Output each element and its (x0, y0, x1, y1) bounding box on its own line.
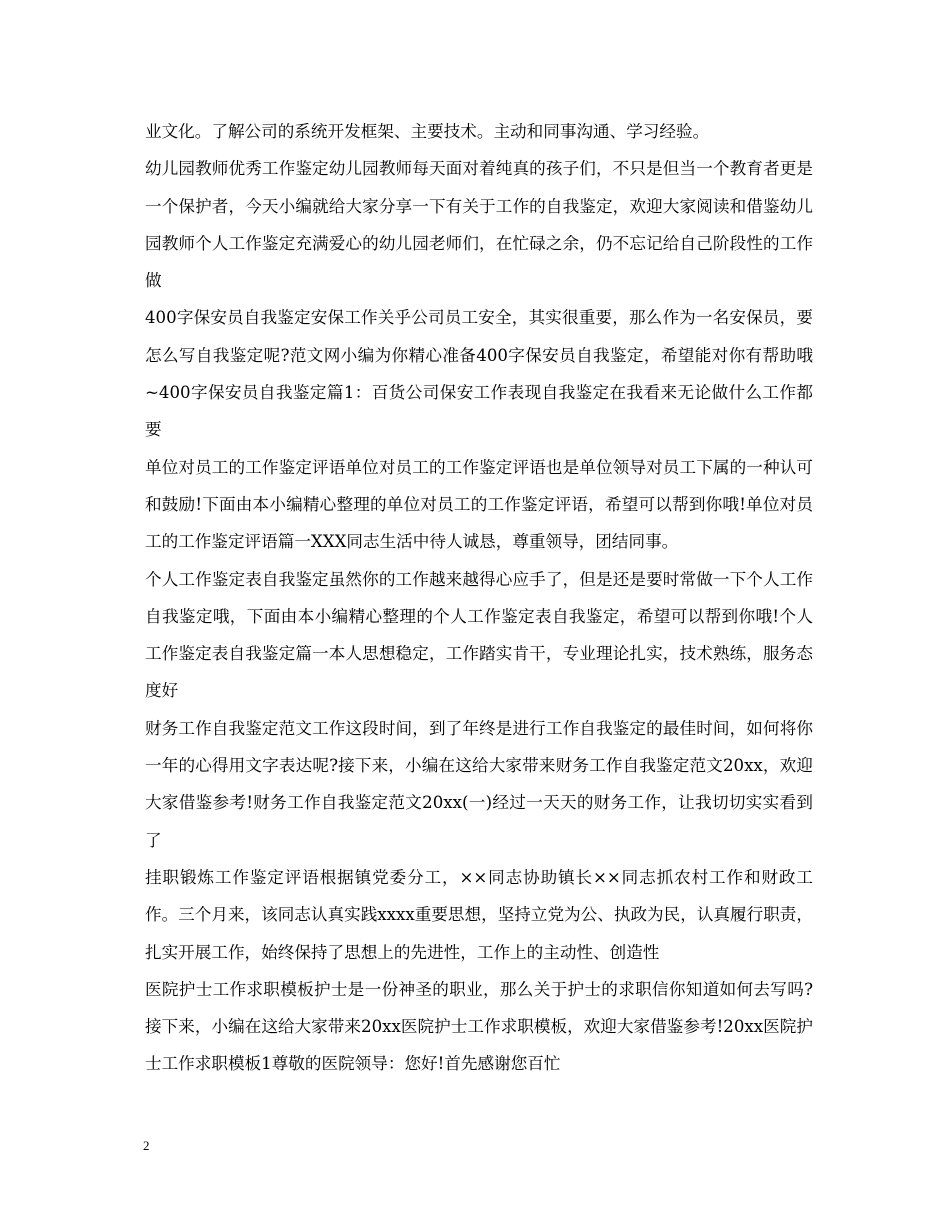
page-number: 2 (143, 1138, 150, 1153)
paragraph: 业文化。了解公司的系统开发框架、主要技术。主动和同事沟通、学习经验。 (145, 122, 710, 141)
paragraph: 个人工作鉴定表自我鉴定虽然你的工作越来越得心应手了，但是还是要时常做一下个人工作自我鉴定哦，下面由本小编精心整理的个人工作鉴定表自我鉴定，希望可以帮到你哦!个人工作鉴定表自我鉴定篇一本人思想稳定，工作踏实肯干，专业理论扎实，技术熟练，服务态度好 (145, 569, 813, 701)
paragraph: 单位对员工的工作鉴定评语单位对员工的工作鉴定评语也是单位领导对员工下属的一种认可和鼓励!下面由本小编精心整理的单位对员工的工作鉴定评语，希望可以帮到你哦!单位对员工的工作鉴定评语篇一XXX同志生活中待人诚恳，尊重领导，团结同事。 (145, 457, 813, 552)
document-body (145, 113, 813, 1083)
paragraph: 财务工作自我鉴定范文工作这段时间，到了年终是进行工作自我鉴定的最佳时间，如何将你一年的心得用文字表达呢?接下来，小编在这给大家带来财务工作自我鉴定范文20xx，欢迎大家借鉴参考!财务工作自我鉴定范文20xx(一)经过一天天的财务工作，让我切切实实看到了 (145, 718, 813, 850)
paragraph: 医院护士工作求职模板护士是一份神圣的职业，那么关于护士的求职信你知道如何去写吗?接下来，小编在这给大家带来20xx医院护士工作求职模板，欢迎大家借鉴参考!20xx医院护士工作求职模板1尊敬的医院领导：您好!首先感谢您百忙 (145, 979, 813, 1074)
paragraph: 挂职锻炼工作鉴定评语根据镇党委分工，××同志协助镇长××同志抓农村工作和财政工作。三个月来，该同志认真实践xxxx重要思想，坚持立党为公、执政为民，认真履行职责，扎实开展工作，始终保持了思想上的先进性，工作上的主动性、创造性 (145, 867, 813, 962)
paragraph: 幼儿园教师优秀工作鉴定幼儿园教师每天面对着纯真的孩子们，不只是但当一个教育者更是一个保护者，今天小编就给大家分享一下有关于工作的自我鉴定，欢迎大家阅读和借鉴幼儿园教师个人工作鉴定充满爱心的幼儿园老师们，在忙碌之余，仍不忘记给自己阶段性的工作做 (145, 159, 813, 291)
paragraph: 400字保安员自我鉴定安保工作关乎公司员工安全，其实很重要，那么作为一名安保员，要怎么写自我鉴定呢?范文网小编为你精心准备400字保安员自我鉴定，希望能对你有帮助哦~400字保安员自我鉴定篇1：百货公司保安工作表现自我鉴定在我看来无论做什么工作都要 (145, 308, 813, 440)
